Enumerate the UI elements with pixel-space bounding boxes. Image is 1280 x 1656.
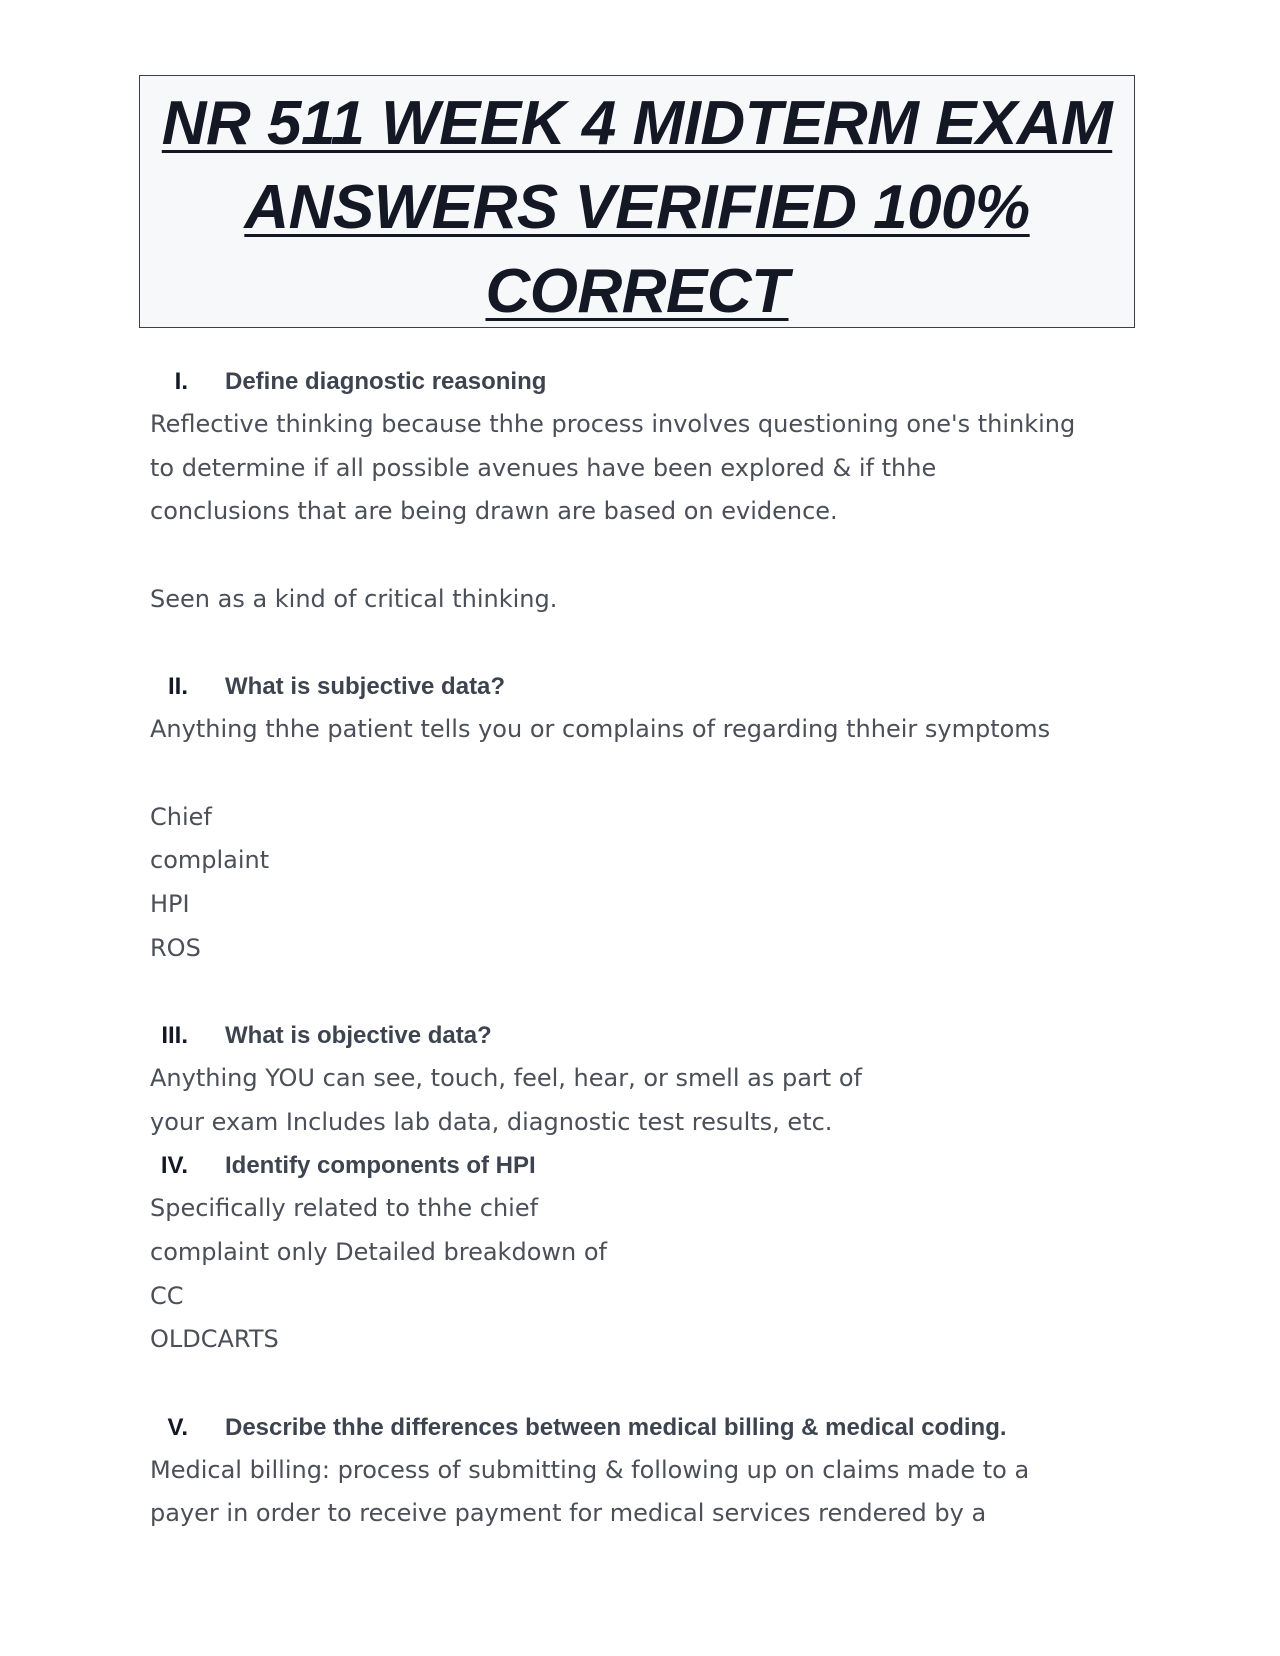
section-number: V.	[167, 1413, 188, 1441]
title-line: CORRECT	[485, 257, 789, 326]
answer-line: Reflective thinking because thhe process involves questioning one's thinking	[150, 410, 1076, 438]
answer-line: Anything YOU can see, touch, feel, hear, or smell as part of	[150, 1063, 862, 1092]
section-number: III.	[161, 1021, 188, 1049]
answer-line: your exam Includes lab data, diagnostic test results, etc.	[150, 1107, 833, 1136]
answer-line: payer in order to receive payment for medical services rendered by a	[150, 1499, 987, 1528]
section-question: What is subjective data?	[225, 673, 506, 701]
answer-line: complaint only Detailed breakdown of	[150, 1238, 607, 1266]
answer-line: Anything thhe patient tells you or complains of regarding thheir symptoms	[150, 715, 1051, 744]
answer-line: to determine if all possible avenues have been explored & if thhe	[150, 453, 937, 482]
answer-line: Chief	[150, 802, 212, 831]
answer-line: Specifically related to thhe chief	[150, 1194, 539, 1223]
answer-line: Seen as a kind of critical thinking.	[150, 584, 558, 613]
title-box	[139, 75, 1135, 328]
answer-line: Medical billing: process of submitting & following up on claims made to a	[150, 1455, 1030, 1484]
section-heading-1	[150, 360, 1150, 403]
answer-line: complaint	[150, 846, 270, 875]
section-heading-4	[150, 1144, 1150, 1187]
section-number: II.	[167, 673, 188, 701]
section-question: What is objective data?	[225, 1021, 492, 1049]
answer-line: ROS	[150, 933, 201, 962]
answer-line: CC	[150, 1281, 184, 1310]
section-number: I.	[174, 368, 188, 395]
answer-line: conclusions that are being drawn are based on evidence.	[150, 497, 838, 526]
answer-line: HPI	[150, 889, 190, 918]
section-heading-2	[150, 665, 1150, 708]
title-line: ANSWERS VERIFIED 100%	[244, 173, 1030, 242]
document-body	[150, 360, 1150, 1536]
title-line: NR 511 WEEK 4 MIDTERM EXAM	[161, 89, 1113, 158]
section-question: Describe thhe differences between medical billing & medical coding.	[225, 1413, 1007, 1441]
answer-line: OLDCARTS	[150, 1325, 279, 1354]
section-heading-5	[150, 1406, 1150, 1449]
section-number: IV.	[160, 1152, 188, 1180]
section-question: Define diagnostic reasoning	[225, 368, 547, 395]
section-question: Identify components of HPI	[225, 1152, 536, 1180]
section-heading-3	[150, 1014, 1150, 1057]
